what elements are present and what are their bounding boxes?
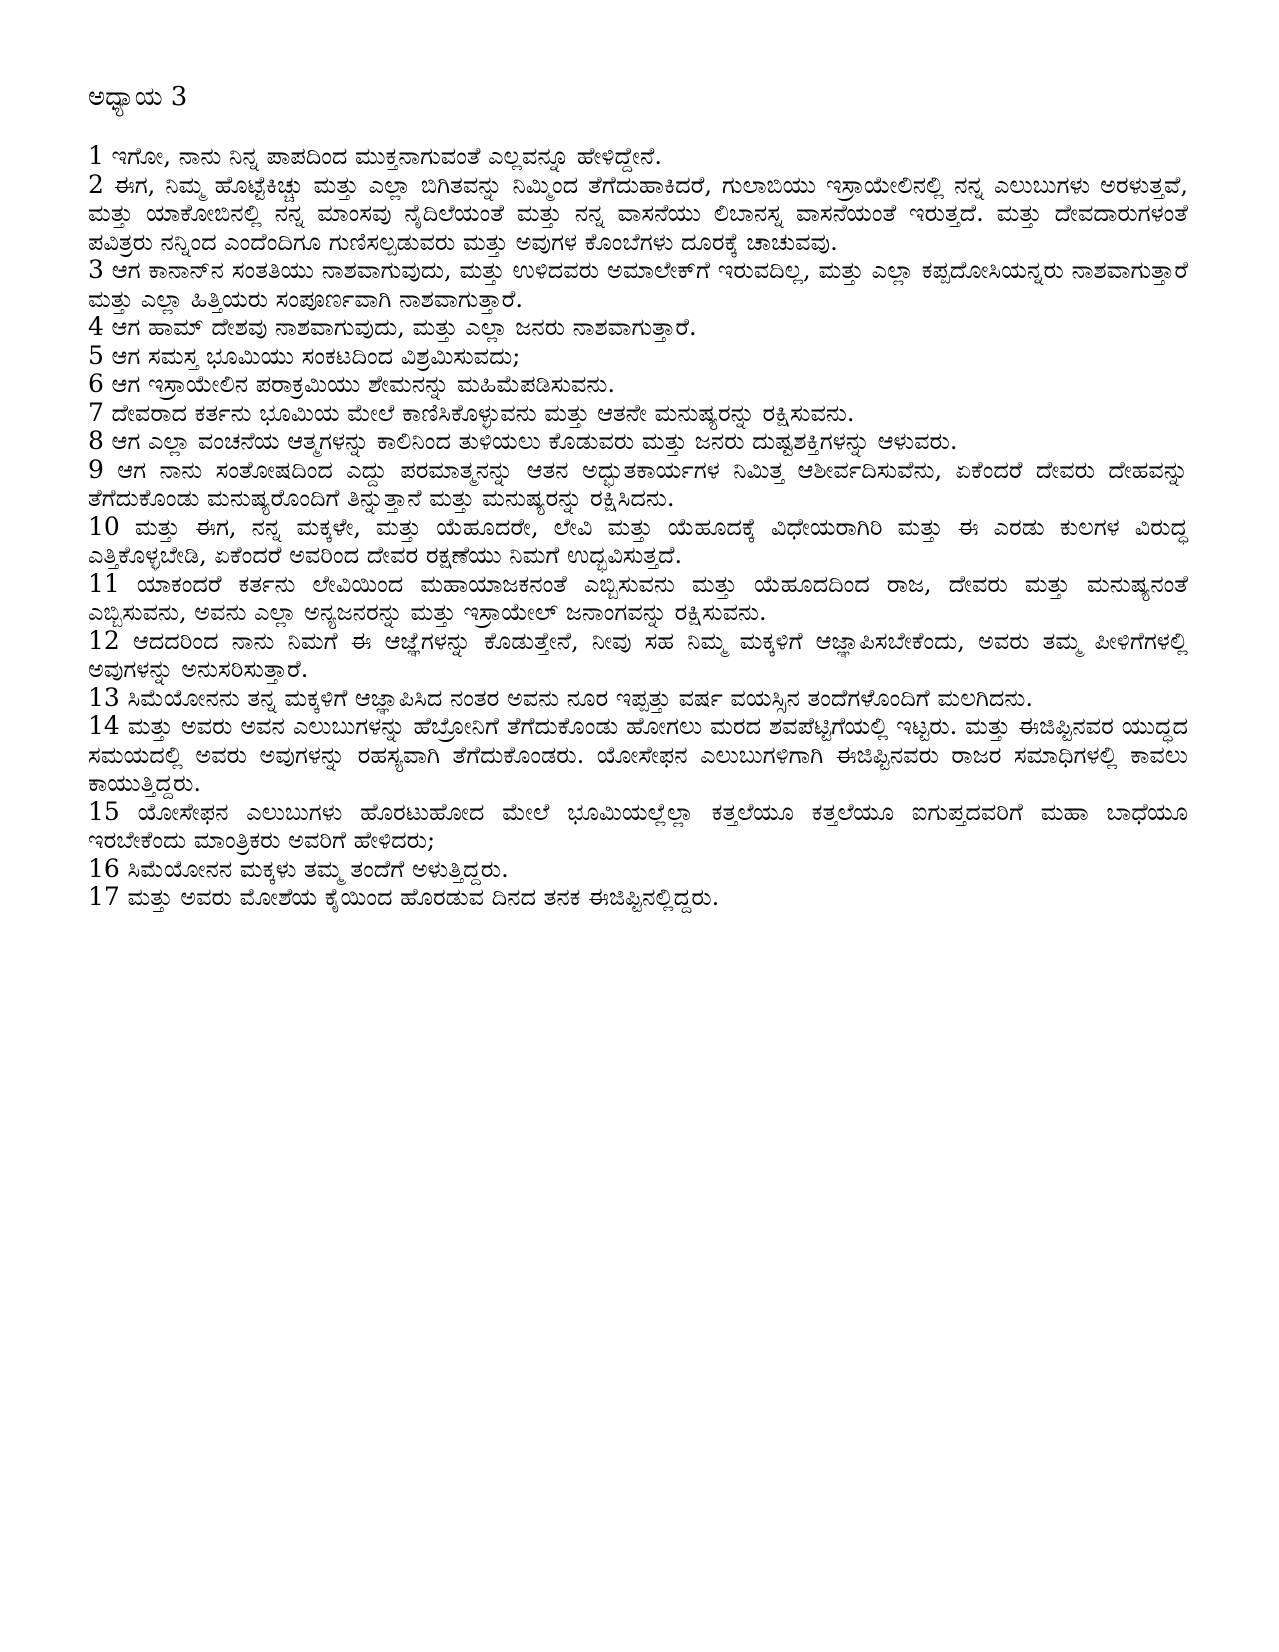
verse-number: 1	[88, 141, 104, 170]
verse-12	[88, 627, 1188, 684]
verse-10	[88, 513, 1188, 570]
verse-text: ಈಗ, ನಿಮ್ಮ ಹೊಟ್ಟೆಕಿಚ್ಚು ಮತ್ತು ಎಲ್ಲಾ ಬಿಗಿತವನ್ನು ನಿಮ್ಮಿಂದ ತೆಗೆದುಹಾಕಿದರೆ, ಗುಲಾಬಿಯು ಇಸ್ರಾಯೇಲಿನಲ್ಲಿ ನನ್ನ ಎಲುಬುಗಳು ಅರಳುತ್ತವೆ, ಮತ್ತು ಯಾಕೋಬಿನಲ್ಲಿ ನನ್ನ ಮಾಂಸವು ನೈದಿಲೆಯಂತೆ ಮತ್ತು ನನ್ನ ವಾಸನೆಯು ಲಿಬಾನಸ್ನ ವಾಸನೆಯಂತೆ ಇರುತ್ತದೆ. ಮತ್ತು ದೇವದಾರುಗಳಂತೆ ಪವಿತ್ರರು ನನ್ನಿಂದ ಎಂದೆಂದಿಗೂ ಗುಣಿಸಲ್ಪಡುವರು ಮತ್ತು ಅವುಗಳ ಕೊಂಬೆಗಳು ದೂರಕ್ಕೆ ಚಾಚುವವು.	[88, 170, 1188, 256]
verse-15	[88, 798, 1188, 855]
chapter-heading: ಅಧ್ಯಾಯ 3	[88, 82, 188, 112]
verse-number: 11	[88, 568, 120, 598]
verse-8	[88, 427, 1188, 456]
verse-text: ಯಾಕಂದರೆ ಕರ್ತನು ಲೇವಿಯಿಂದ ಮಹಾಯಾಜಕನಂತೆ ಎಬ್ಬಿಸುವನು ಮತ್ತು ಯೆಹೂದದಿಂದ ರಾಜ, ದೇವರು ಮತ್ತು ಮನುಷ್ಯನಂತೆ ಎಬ್ಬಿಸುವನು, ಅವನು ಎಲ್ಲಾ ಅನ್ಯಜನರನ್ನು ಮತ್ತು ಇಸ್ರಾಯೇಲ್ ಜನಾಂಗವನ್ನು ರಕ್ಷಿಸುವನು.	[88, 569, 1188, 626]
verse-text: ಆಗ ನಾನು ಸಂತೋಷದಿಂದ ಎದ್ದು ಪರಮಾತ್ಮನನ್ನು ಆತನ ಅದ್ಭುತಕಾರ್ಯಗಳ ನಿಮಿತ್ತ ಆಶೀರ್ವದಿಸುವೆನು, ಏಕೆಂದರೆ ದೇವರು ದೇಹವನ್ನು ತೆಗೆದುಕೊಂಡು ಮನುಷ್ಯರೊಂದಿಗೆ ತಿನ್ನುತ್ತಾನೆ ಮತ್ತು ಮನುಷ್ಯರನ್ನು ರಕ್ಷಿಸಿದನು.	[88, 455, 1188, 512]
verse-number: 12	[88, 625, 120, 655]
verse-11	[88, 570, 1188, 627]
verse-text: ಮತ್ತು ಈಗ, ನನ್ನ ಮಕ್ಕಳೇ, ಮತ್ತು ಯೆಹೂದರೇ, ಲೇವಿ ಮತ್ತು ಯೆಹೂದಕ್ಕೆ ವಿಧೇಯರಾಗಿರಿ ಮತ್ತು ಈ ಎರಡು ಕುಲಗಳ ವಿರುದ್ಧ ಎತ್ತಿಕೊಳ್ಳಬೇಡಿ, ಏಕೆಂದರೆ ಅವರಿಂದ ದೇವರ ರಕ್ಷಣೆಯು ನಿಮಗೆ ಉದ್ಭವಿಸುತ್ತದೆ.	[88, 512, 1188, 569]
verse-number: 15	[88, 796, 120, 826]
verse-text: ಆಗ ಇಸ್ರಾಯೇಲಿನ ಪರಾಕ್ರಮಿಯು ಶೇಮನನ್ನು ಮಹಿಮೆಪಡಿಸುವನು.	[111, 370, 616, 398]
verse-number: 17	[88, 882, 120, 911]
verse-5	[88, 342, 1188, 371]
verse-3	[88, 256, 1188, 313]
verse-13	[88, 684, 1188, 713]
verse-number: 4	[88, 312, 104, 341]
verse-number: 3	[88, 255, 104, 284]
verse-text: ಮತ್ತು ಅವರು ಮೋಶೆಯ ಕೈಯಿಂದ ಹೊರಡುವ ದಿನದ ತನಕ ಈಜಿಪ್ಟಿನಲ್ಲಿದ್ದರು.	[127, 883, 720, 911]
verse-number: 8	[88, 426, 104, 455]
verse-17	[88, 883, 1188, 912]
verse-text: ದೇವರಾದ ಕರ್ತನು ಭೂಮಿಯ ಮೇಲೆ ಕಾಣಿಸಿಕೊಳ್ಳುವನು ಮತ್ತು ಆತನೇ ಮನುಷ್ಯರನ್ನು ರಕ್ಷಿಸುವನು.	[111, 398, 855, 427]
verse-16	[88, 855, 1188, 884]
verse-text: ಆಗ ಸಮಸ್ತ ಭೂಮಿಯು ಸಂಕಟದಿಂದ ವಿಶ್ರಮಿಸುವದು;	[111, 341, 521, 370]
verse-list	[88, 142, 1188, 912]
verse-14	[88, 712, 1188, 798]
verse-text: ಯೋಸೇಫನ ಎಲುಬುಗಳು ಹೊರಟುಹೋದ ಮೇಲೆ ಭೂಮಿಯಲ್ಲೆಲ್ಲಾ ಕತ್ತಲೆಯೂ ಕತ್ತಲೆಯೂ ಐಗುಪ್ತದವರಿಗೆ ಮಹಾ ಬಾಧೆಯೂ ಇರಬೇಕೆಂದು ಮಾಂತ್ರಿಕರು ಅವರಿಗೆ ಹೇಳಿದರು;	[88, 797, 1188, 854]
verse-2	[88, 171, 1188, 257]
verse-number: 14	[88, 711, 120, 740]
verse-number: 2	[88, 169, 104, 199]
verse-text: ಸಿಮೆಯೋನನ ಮಕ್ಕಳು ತಮ್ಮ ತಂದೆಗೆ ಅಳುತ್ತಿದ್ದರು.	[127, 854, 509, 883]
verse-number: 13	[88, 682, 120, 712]
verse-text: ಸಿಮೆಯೋನನು ತನ್ನ ಮಕ್ಕಳಿಗೆ ಆಜ್ಞಾಪಿಸಿದ ನಂತರ ಅವನು ನೂರ ಇಪ್ಪತ್ತು ವರ್ಷ ವಯಸ್ಸಿನ ತಂದೆಗಳೊಂದಿಗೆ ಮಲಗಿದನು.	[127, 683, 1033, 712]
verse-4	[88, 313, 1188, 342]
document-page	[88, 80, 1188, 912]
verse-text: ಆಗ ಹಾಮ್ ದೇಶವು ನಾಶವಾಗುವುದು, ಮತ್ತು ಎಲ್ಲಾ ಜನರು ನಾಶವಾಗುತ್ತಾರೆ.	[111, 313, 697, 341]
verse-number: 9	[88, 454, 104, 484]
verse-9	[88, 456, 1188, 513]
verse-text: ಆದದರಿಂದ ನಾನು ನಿಮಗೆ ಈ ಆಜ್ಞೆಗಳನ್ನು ಕೊಡುತ್ತೇನೆ, ನೀವು ಸಹ ನಿಮ್ಮ ಮಕ್ಕಳಿಗೆ ಆಜ್ಞಾಪಿಸಬೇಕೆಂದು, ಅವರು ತಮ್ಮ ಪೀಳಿಗೆಗಳಲ್ಲಿ ಅವುಗಳನ್ನು ಅನುಸರಿಸುತ್ತಾರೆ.	[88, 626, 1188, 683]
verse-text: ಇಗೋ, ನಾನು ನಿನ್ನ ಪಾಪದಿಂದ ಮುಕ್ತನಾಗುವಂತೆ ಎಲ್ಲವನ್ನೂ ಹೇಳಿದ್ದೇನೆ.	[111, 142, 662, 170]
verse-7	[88, 399, 1188, 428]
verse-number: 10	[88, 511, 120, 541]
verse-number: 5	[88, 340, 104, 370]
verse-number: 7	[88, 397, 104, 427]
verse-text: ಆಗ ಕಾನಾನ್‌ನ ಸಂತತಿಯು ನಾಶವಾಗುವುದು, ಮತ್ತು ಉಳಿದವರು ಅಮಾಲೇಕ್‌ಗೆ ಇರುವದಿಲ್ಲ, ಮತ್ತು ಎಲ್ಲಾ ಕಪ್ಪದೋಸಿಯನ್ನರು ನಾಶವಾಗುತ್ತಾರೆ ಮತ್ತು ಎಲ್ಲಾ ಹಿತ್ತಿಯರು ಸಂಪೂರ್ಣವಾಗಿ ನಾಶವಾಗುತ್ತಾರೆ.	[88, 256, 1188, 313]
verse-number: 6	[88, 369, 104, 398]
verse-1	[88, 142, 1188, 171]
verse-6	[88, 370, 1188, 399]
verse-text: ಮತ್ತು ಅವರು ಅವನ ಎಲುಬುಗಳನ್ನು ಹೆಬ್ರೋನಿಗೆ ತೆಗೆದುಕೊಂಡು ಹೋಗಲು ಮರದ ಶವಪೆಟ್ಟಿಗೆಯಲ್ಲಿ ಇಟ್ಟರು. ಮತ್ತು ಈಜಿಪ್ಟಿನವರ ಯುದ್ಧದ ಸಮಯದಲ್ಲಿ ಅವರು ಅವುಗಳನ್ನು ರಹಸ್ಯವಾಗಿ ತೆಗೆದುಕೊಂಡರು. ಯೋಸೇಫನ ಎಲುಬುಗಳಿಗಾಗಿ ಈಜಿಪ್ಟಿನವರು ರಾಜರ ಸಮಾಧಿಗಳಲ್ಲಿ ಕಾವಲು ಕಾಯುತ್ತಿದ್ದರು.	[88, 712, 1188, 797]
verse-number: 16	[88, 853, 120, 883]
verse-text: ಆಗ ಎಲ್ಲಾ ವಂಚನೆಯ ಆತ್ಮಗಳನ್ನು ಕಾಲಿನಿಂದ ತುಳಿಯಲು ಕೊಡುವರು ಮತ್ತು ಜನರು ದುಷ್ಟಶಕ್ತಿಗಳನ್ನು ಆಳುವರು.	[111, 427, 958, 455]
